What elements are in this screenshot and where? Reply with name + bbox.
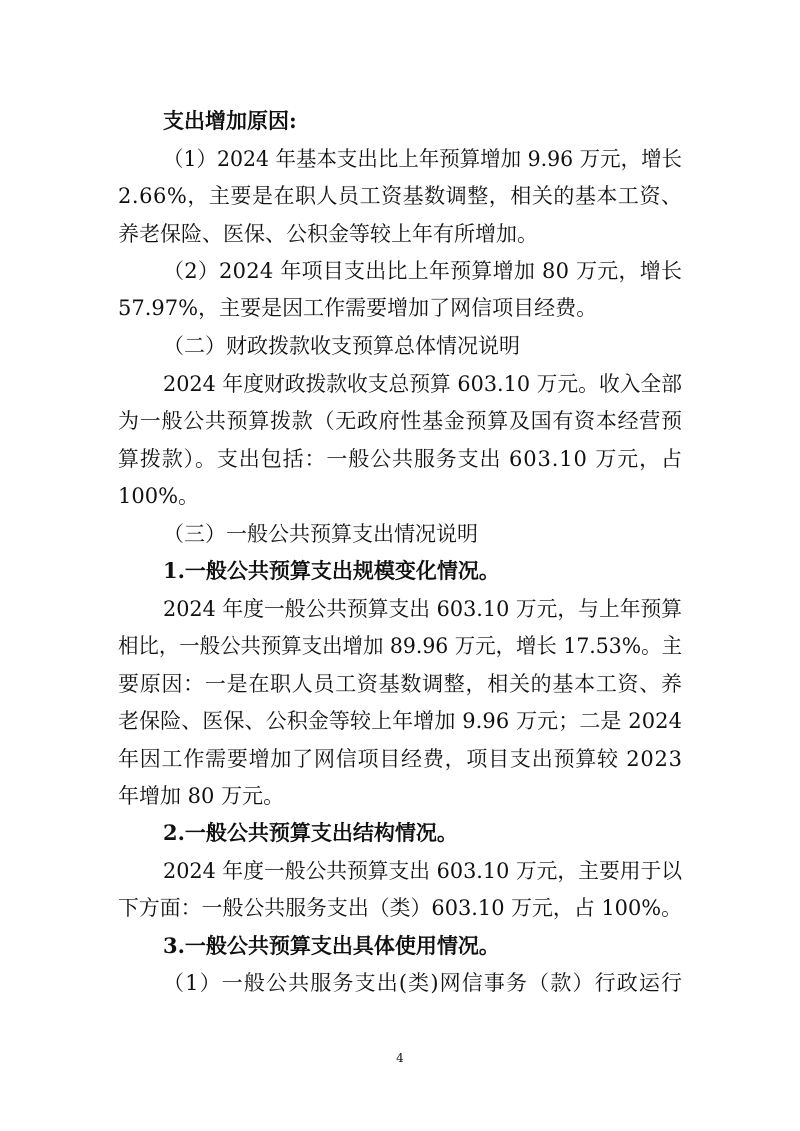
page-number: 4	[396, 1051, 404, 1065]
text-line: 2024 年度一般公共预算支出 603.10 万元，与上年预算	[163, 597, 682, 621]
text-line: 2.66%，主要是在职人员工资基数调整，相关的基本工资、	[118, 184, 683, 208]
text-line: 支出增加原因:	[163, 108, 297, 133]
text-line: （三）一般公共预算支出情况说明	[163, 522, 478, 546]
text-line: 2024 年度一般公共预算支出 603.10 万元，主要用于以	[163, 859, 682, 883]
text-line: （1）一般公共服务支出(类)网信事务（款）行政运行	[163, 971, 684, 995]
text-line: 为一般公共预算拨款（无政府性基金预算及国有资本经营预	[118, 409, 683, 433]
text-line: 年因工作需要增加了网信项目经费，项目支出预算较 2023	[118, 747, 683, 771]
text-line: 养老保险、医保、公积金等较上年有所增加。	[118, 222, 538, 246]
text-line: 年增加 80 万元。	[118, 784, 285, 808]
text-line: 3.一般公共预算支出具体使用情况。	[163, 933, 500, 958]
text-line: 100%。	[118, 484, 200, 508]
text-line: 要原因：一是在职人员工资基数调整，相关的基本工资、养	[118, 672, 683, 696]
text-line: 算拨款）。支出包括：一般公共服务支出 603.10 万元，占	[118, 447, 683, 471]
text-line: 1.一般公共预算支出规模变化情况。	[163, 558, 500, 583]
text-line: 相比，一般公共预算支出增加 89.96 万元，增长 17.53%。主	[118, 634, 682, 658]
text-line: 2.一般公共预算支出结构情况。	[163, 820, 458, 845]
text-line: （二）财政拨款收支预算总体情况说明	[163, 334, 520, 358]
text-line: 老保险、医保、公积金等较上年增加 9.96 万元；二是 2024	[118, 709, 683, 733]
text-line: 2024 年度财政拨款收支总预算 603.10 万元。收入全部	[163, 372, 682, 396]
text-line: 下方面：一般公共服务支出（类）603.10 万元，占 100%。	[118, 896, 682, 920]
text-line: （2）2024 年项目支出比上年预算增加 80 万元，增长	[163, 259, 683, 283]
text-line: 57.97%，主要是因工作需要增加了网信项目经费。	[118, 296, 598, 320]
text-line: （1）2024 年基本支出比上年预算增加 9.96 万元，增长	[163, 147, 682, 171]
